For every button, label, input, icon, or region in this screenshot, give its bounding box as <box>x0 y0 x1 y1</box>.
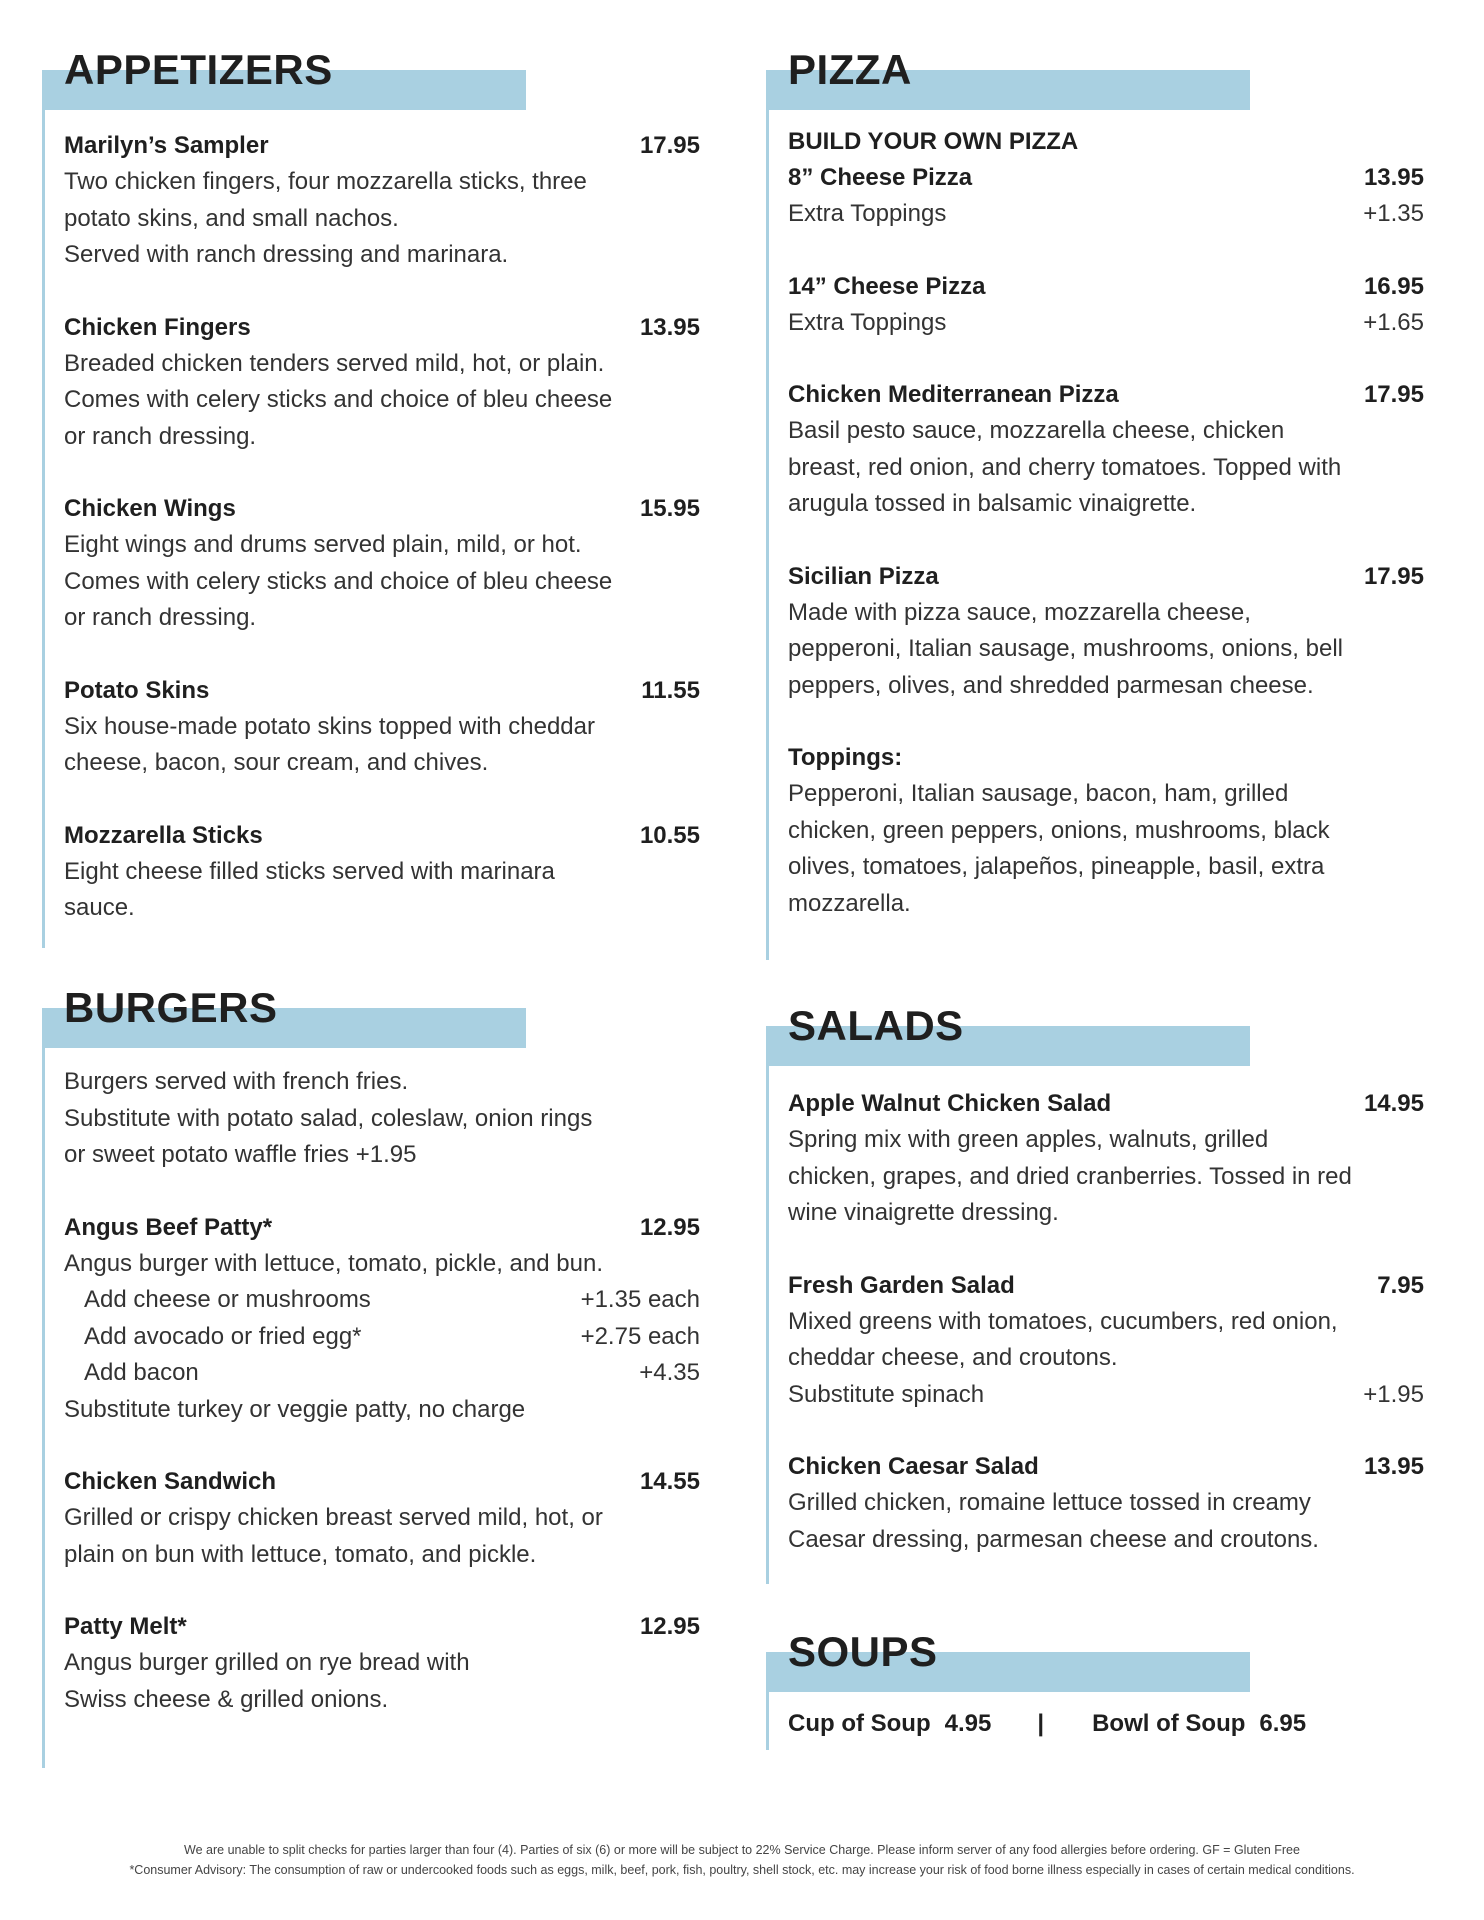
substitute-label: Substitute spinach <box>788 1380 985 1408</box>
item-price: 17.95 <box>1363 381 1424 408</box>
intro-line: Burgers served with french fries. <box>64 1068 409 1095</box>
item-name: Chicken Mediterranean Pizza <box>788 381 1119 408</box>
pizza-subhead: BUILD YOUR OWN PIZZA <box>788 128 1079 155</box>
item-name: Marilyn’s Sampler <box>64 132 269 159</box>
item-name: Chicken Fingers <box>64 313 251 341</box>
toppings-title: Toppings: <box>788 744 903 771</box>
item-desc-line: or ranch dressing. <box>64 422 257 450</box>
item-price: 10.55 <box>639 821 700 849</box>
item-note: Substitute turkey or veggie patty, no charge <box>64 1395 526 1423</box>
bowl-of-soup-label: Bowl of Soup <box>1092 1710 1246 1737</box>
toppings-line: Pepperoni, Italian sausage, bacon, ham, grilled <box>788 780 1289 807</box>
item-name: Potato Skins <box>64 676 210 704</box>
intro-line: or sweet potato waffle fries +1.95 <box>64 1141 417 1168</box>
section-title: PIZZA <box>788 46 912 93</box>
item-desc-line: potato skins, and small nachos. <box>64 204 399 232</box>
item-name: Chicken Caesar Salad <box>788 1453 1039 1480</box>
section-content <box>788 1706 1424 1742</box>
item-price: 14.55 <box>639 1468 700 1495</box>
item-desc-line: pepperoni, Italian sausage, mushrooms, onions, bell <box>788 635 1343 662</box>
item-desc-line: Eight cheese filled sticks served with marinara <box>64 857 555 885</box>
item-name: Angus Beef Patty* <box>64 1213 273 1241</box>
item-desc-line: cheese, bacon, sour cream, and chives. <box>64 749 489 776</box>
section-content <box>64 128 700 963</box>
item-desc-line: Swiss cheese & grilled onions. <box>64 1685 389 1713</box>
section-rule <box>766 1066 769 1584</box>
section-content <box>64 1064 700 1754</box>
section-rule <box>766 110 769 960</box>
addon-row <box>64 1282 700 1319</box>
menu-item <box>64 818 700 927</box>
item-desc-line: Basil pesto sauce, mozzarella cheese, chicken <box>788 417 1285 444</box>
item-desc-line: cheddar cheese, and croutons. <box>788 1344 1118 1371</box>
item-desc-line: Two chicken fingers, four mozzarella sticks, three <box>64 168 587 195</box>
cup-of-soup-label: Cup of Soup <box>788 1710 931 1737</box>
item-desc-line: breast, red onion, and cherry tomatoes. Topped with <box>788 453 1342 481</box>
item-desc-line: Mixed greens with tomatoes, cucumbers, red onion, <box>788 1307 1338 1335</box>
item-desc-line: Comes with celery sticks and choice of bleu cheese <box>64 386 613 413</box>
menu-item <box>64 1210 700 1429</box>
addon-label: Add cheese or mushrooms <box>84 1286 371 1313</box>
addon-label: Add bacon <box>84 1359 199 1386</box>
item-desc-line: Grilled chicken, romaine lettuce tossed in creamy <box>788 1489 1311 1516</box>
burgers-intro <box>64 1064 700 1174</box>
addon-price: +1.35 each <box>580 1286 700 1313</box>
item-price: 7.95 <box>1377 1271 1424 1299</box>
addon-row <box>64 1319 700 1356</box>
menu-item <box>788 559 1424 705</box>
menu-item <box>64 491 700 637</box>
extra-price: +1.35 <box>1363 200 1424 227</box>
item-desc-line: plain on bun with lettuce, tomato, and pickle. <box>64 1540 537 1568</box>
item-price: 11.55 <box>641 676 700 704</box>
item-desc-line: Angus burger with lettuce, tomato, pickle, and bun. <box>64 1249 603 1277</box>
item-name: Apple Walnut Chicken Salad <box>788 1090 1112 1117</box>
cup-of-soup-price: 4.95 <box>944 1710 992 1737</box>
footer-advisory-line: *Consumer Advisory: The consumption of raw or undercooked foods such as eggs, milk, beef, pork, fish, poultry, shell stock, etc. may increase your risk of food borne illness especially in cases of certain medical conditions. <box>129 1863 1355 1877</box>
item-name: 14” Cheese Pizza <box>788 272 986 300</box>
item-desc-line: Made with pizza sauce, mozzarella cheese, <box>788 598 1251 626</box>
substitute-row <box>788 1377 1424 1414</box>
item-desc-line: Grilled or crispy chicken breast served mild, hot, or <box>64 1504 603 1531</box>
addon-price: +4.35 <box>639 1359 700 1386</box>
item-name: 8” Cheese Pizza <box>788 164 973 191</box>
section-rule <box>42 110 45 948</box>
item-desc-line: peppers, olives, and shredded parmesan cheese. <box>788 671 1314 699</box>
item-name: Chicken Wings <box>64 495 236 522</box>
toppings-line: olives, tomatoes, jalapeños, pineapple, basil, extra <box>788 853 1325 880</box>
section-title: BURGERS <box>64 984 278 1031</box>
item-price: 15.95 <box>639 495 700 522</box>
item-desc-line: Spring mix with green apples, walnuts, grilled <box>788 1126 1269 1153</box>
section-rule <box>766 1692 769 1750</box>
item-price: 16.95 <box>1363 272 1424 300</box>
item-price: 17.95 <box>639 132 700 159</box>
extra-label: Extra Toppings <box>788 200 947 227</box>
toppings-line: chicken, green peppers, onions, mushrooms, black <box>788 816 1330 844</box>
addon-price: +2.75 each <box>580 1322 700 1350</box>
toppings-line: mozzarella. <box>788 889 911 917</box>
item-desc-line: or ranch dressing. <box>64 604 257 631</box>
menu-item <box>788 377 1424 523</box>
item-desc-line: sauce. <box>64 894 135 921</box>
addon-row <box>64 1355 700 1392</box>
item-price: 17.95 <box>1363 562 1424 590</box>
section-title: SOUPS <box>788 1628 938 1675</box>
menu-item <box>64 310 700 456</box>
menu-item <box>788 1449 1424 1558</box>
item-desc-line: Caesar dressing, parmesan cheese and croutons. <box>788 1525 1319 1553</box>
section-rule <box>42 1048 45 1768</box>
extra-price: +1.65 <box>1363 308 1424 336</box>
menu-item <box>64 1464 700 1573</box>
intro-line: Substitute with potato salad, coleslaw, onion rings <box>64 1104 593 1132</box>
item-desc-line: Served with ranch dressing and marinara. <box>64 241 509 268</box>
menu-item <box>788 1268 1424 1414</box>
menu-item <box>64 128 700 274</box>
item-price: 12.95 <box>639 1213 700 1241</box>
section-title: APPETIZERS <box>64 46 333 93</box>
addon-label: Add avocado or fried egg* <box>84 1322 362 1350</box>
section-title: SALADS <box>788 1002 964 1049</box>
soups-row <box>788 1706 1424 1742</box>
item-price: 12.95 <box>639 1613 700 1640</box>
item-name: Chicken Sandwich <box>64 1468 277 1495</box>
extra-label: Extra Toppings <box>788 308 947 336</box>
footer <box>0 1840 1484 1880</box>
substitute-price: +1.95 <box>1363 1380 1424 1408</box>
bowl-of-soup-price: 6.95 <box>1259 1710 1307 1737</box>
extra-toppings-row <box>788 196 1424 233</box>
item-desc-line: Eight wings and drums served plain, mild, or hot. <box>64 531 582 558</box>
item-name: Patty Melt* <box>64 1613 187 1640</box>
extra-toppings-row <box>788 305 1424 342</box>
pizza-size-group <box>788 269 1424 342</box>
item-desc-line: Angus burger grilled on rye bread with <box>64 1649 470 1676</box>
item-desc-line: arugula tossed in balsamic vinaigrette. <box>788 490 1197 517</box>
toppings-list <box>788 740 1424 922</box>
item-name: Sicilian Pizza <box>788 562 939 590</box>
menu-item <box>64 1609 700 1718</box>
item-price: 13.95 <box>1363 164 1424 191</box>
item-name: Fresh Garden Salad <box>788 1271 1015 1299</box>
item-price: 13.95 <box>1363 1453 1424 1480</box>
menu-item <box>64 673 700 782</box>
section-content <box>788 124 1424 958</box>
item-desc-line: wine vinaigrette dressing. <box>788 1199 1059 1226</box>
item-name: Mozzarella Sticks <box>64 821 263 849</box>
item-desc-line: Six house-made potato skins topped with cheddar <box>64 712 595 740</box>
pizza-size-group <box>788 124 1424 233</box>
item-desc-line: chicken, grapes, and dried cranberries. Tossed in red <box>788 1162 1352 1190</box>
section-content <box>788 1086 1424 1594</box>
footer-policy-line: We are unable to split checks for parties larger than four (4). Parties of six (6) or more will be subject to 22% Service Charge. Please inform server of any food allergies before ordering. GF = Gluten Free <box>184 1843 1300 1857</box>
item-desc-line: Breaded chicken tenders served mild, hot, or plain. <box>64 349 605 377</box>
item-price: 13.95 <box>639 313 700 341</box>
menu-item <box>788 1086 1424 1232</box>
item-price: 14.95 <box>1363 1090 1424 1117</box>
item-desc-line: Comes with celery sticks and choice of bleu cheese <box>64 567 613 595</box>
soups-separator: | <box>1037 1710 1045 1737</box>
